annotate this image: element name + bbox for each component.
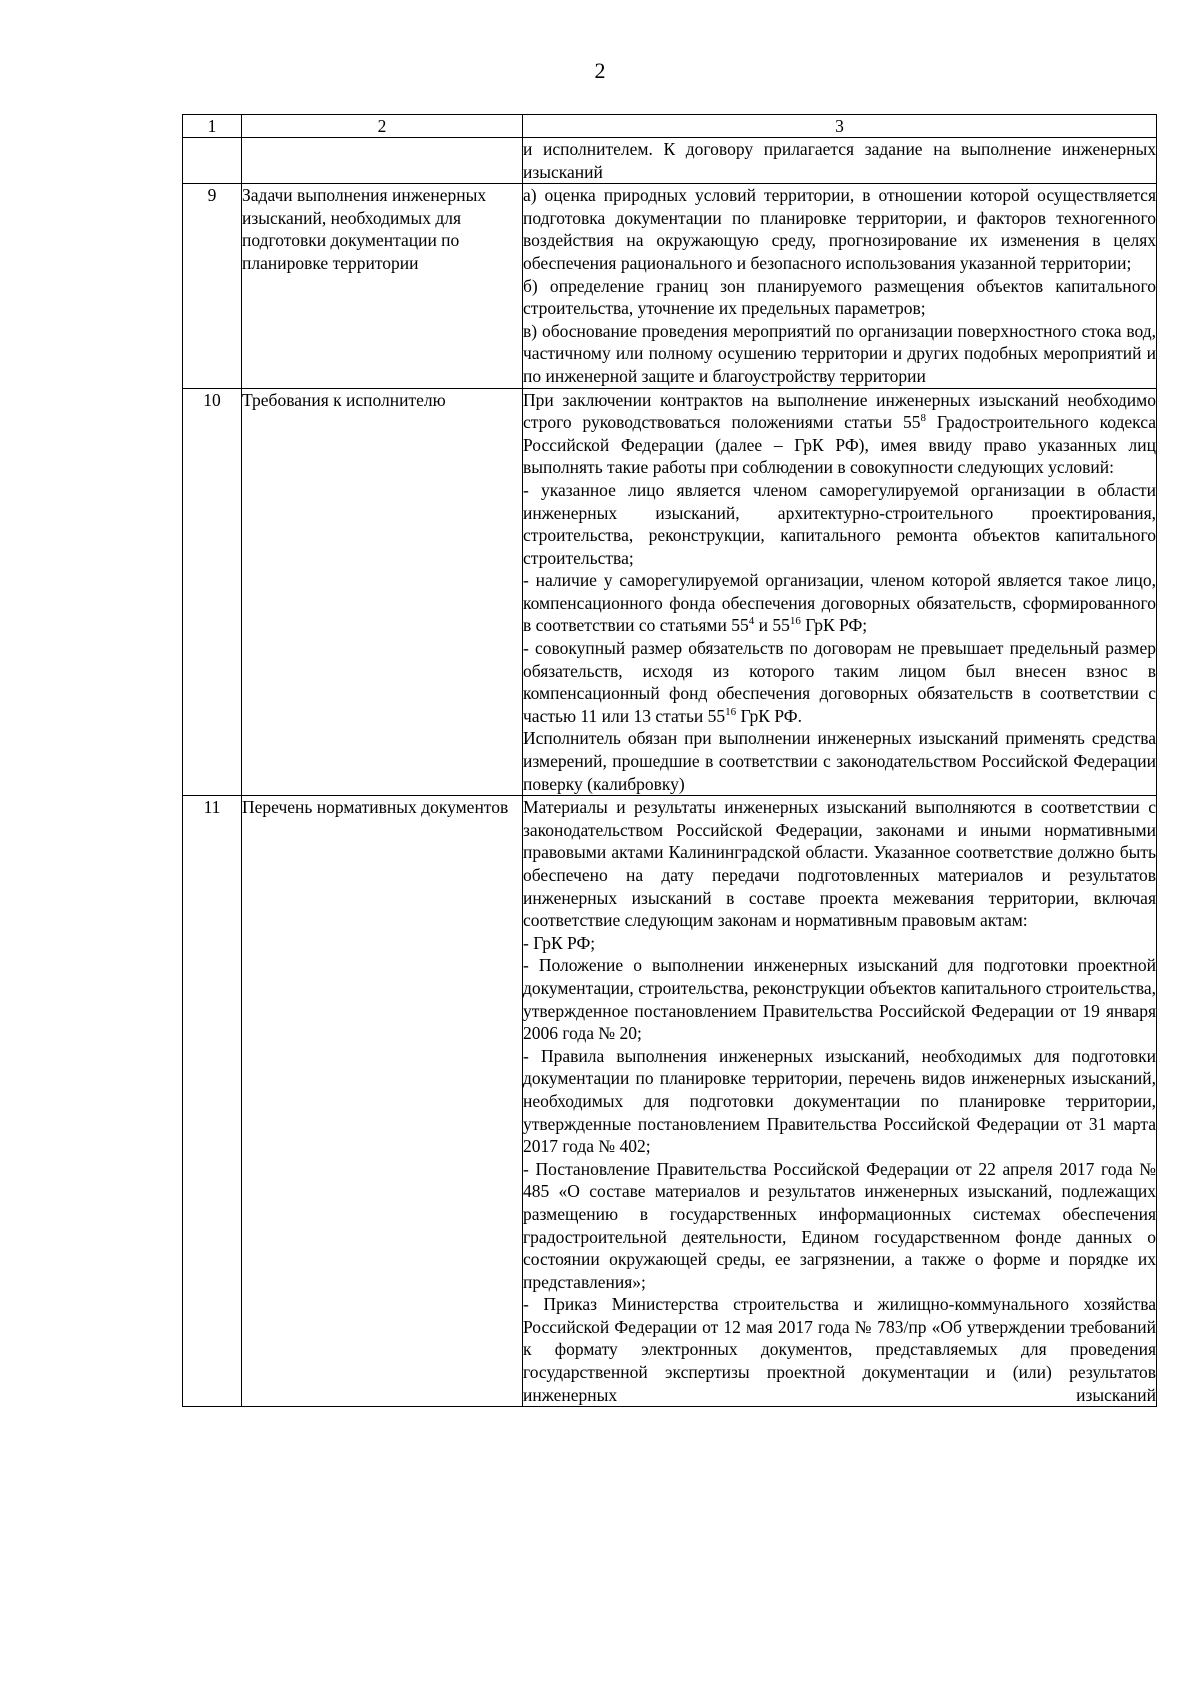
- header-cell-3: 3: [523, 115, 1157, 138]
- superscript: 16: [725, 706, 737, 719]
- table-row-continuation: [183, 138, 1157, 184]
- superscript: 8: [920, 412, 926, 425]
- superscript: 16: [789, 615, 801, 628]
- row-label: Задачи выполнения инженерных изысканий, необходимых для подготовки документации по планировке территории: [242, 184, 523, 388]
- row-content: [523, 184, 1157, 388]
- content-paragraph: б) определение границ зон планируемого размещения объектов капитального строительства, уточнение их предельных параметров;: [523, 275, 1156, 319]
- content-paragraph: - Постановление Правительства Российской Федерации от 22 апреля 2017 года № 485 «О составе материалов и результатов инженерных изысканий, подлежащих размещению в государственных информационных системах обеспечения градостроительной деятельности, Едином государственном фонде данных о состоянии окружающей среды, ее загрязнении, а также о форме и порядке их представления»;: [523, 1158, 1156, 1292]
- table-row-11: [183, 796, 1157, 1407]
- row-number-cell: [183, 138, 242, 184]
- content-paragraph: - Приказ Министерства строительства и жилищно-коммунального хозяйства Российской Федерации от 12 мая 2017 года № 783/пр «Об утверждении требований к формату электронных документов, представляемых для проведения государственной экспертизы проектной документации и (или) результатов инженерных изысканий: [523, 1294, 1156, 1405]
- table-row-9: [183, 184, 1157, 388]
- content-paragraph: - указанное лицо является членом саморегулируемой организации в области инженерных изысканий, архитектурно-строительного проектирования, строительства, реконструкции, капитального ремонта объектов капитального строительства;: [523, 479, 1156, 568]
- content-paragraph: в) обоснование проведения мероприятий по организации поверхностного стока вод, частичному или полному осушению территории и других подобных мероприятий и по инженерной защите и благоустройству территории: [523, 320, 1156, 386]
- row-number: 10: [183, 388, 242, 796]
- table-row-10: [183, 388, 1157, 796]
- superscript: 4: [748, 615, 755, 628]
- continuation-paragraph: и исполнителем. К договору прилагается задание на выполнение инженерных изысканий: [523, 139, 1156, 182]
- row-content-cell: [523, 138, 1157, 184]
- table-header-row: [183, 115, 1157, 138]
- content-paragraph: Исполнитель обязан при выполнении инженерных изысканий применять средства измерений, прошедшие в соответствии с законодательством Российской Федерации поверку (калибровку): [523, 728, 1156, 794]
- row-label: Требования к исполнителю: [242, 388, 523, 796]
- row-content: [523, 796, 1157, 1407]
- row-label-cell: [242, 138, 523, 184]
- requirements-table: [182, 114, 1157, 1407]
- content-paragraph: - совокупный размер обязательств по договорам не превышает предельный размер обязательств, исходя из которого таким лицом был внесен взнос в компенсационный фонд обеспечения договорных обязательств в соответствии с частью 11 или 13 статьи $55^{16}$ ГрК РФ.: [523, 638, 1156, 726]
- header-cell-1: 1: [183, 115, 242, 138]
- row-number: 11: [183, 796, 242, 1407]
- row-content: [523, 388, 1157, 796]
- header-cell-2: 2: [242, 115, 523, 138]
- page-number: 2: [594, 58, 606, 83]
- row-number: 9: [183, 184, 242, 388]
- content-paragraph: - наличие у саморегулируемой организации, членом которой является такое лицо, компенсационного фонда обеспечения договорных обязательств, сформированного в соответствии со статьями $55^4$ и $55^{16}$ ГрК РФ;: [523, 570, 1156, 636]
- row-label: Перечень нормативных документов: [242, 796, 523, 1407]
- content-paragraph: - ГрК РФ;: [523, 932, 596, 953]
- content-paragraph: Материалы и результаты инженерных изысканий выполняются в соответствии с законодательством Российской Федерации, законами и иными нормативными правовыми актами Калининградской области. Указанное соответствие должно быть обеспечено на дату передачи подготовленных материалов и результатов инженерных изысканий в составе проекта межевания территории, включая соответствие следующим законам и нормативным правовым актам:: [523, 797, 1156, 931]
- content-paragraph: а) оценка природных условий территории, в отношении которой осуществляется подготовка документации по планировке территории, и факторов техногенного воздействия на окружающую среду, прогнозирование их изменения в целях обеспечения рационального и безопасного использования указанной территории;: [523, 185, 1156, 273]
- content-paragraph: - Положение о выполнении инженерных изысканий для подготовки проектной документации, строительства, реконструкции объектов капитального строительства, утвержденное постановлением Правительства Российской Федерации от 19 января 2006 года № 20;: [523, 955, 1156, 1044]
- content-paragraph: - Правила выполнения инженерных изысканий, необходимых для подготовки документации по планировке территории, перечень видов инженерных изысканий, необходимых для подготовки документации по планировке территории, утвержденные постановлением Правительства Российской Федерации от 31 марта 2017 года № 402;: [523, 1045, 1156, 1157]
- content-paragraph: При заключении контрактов на выполнение инженерных изысканий необходимо строго руководствоваться положениями статьи $55^8$ Градостроительного кодекса Российской Федерации (далее – ГрК РФ), имея ввиду право указанных лиц выполнять такие работы при соблюдении в совокупности следующих условий:: [523, 389, 1156, 478]
